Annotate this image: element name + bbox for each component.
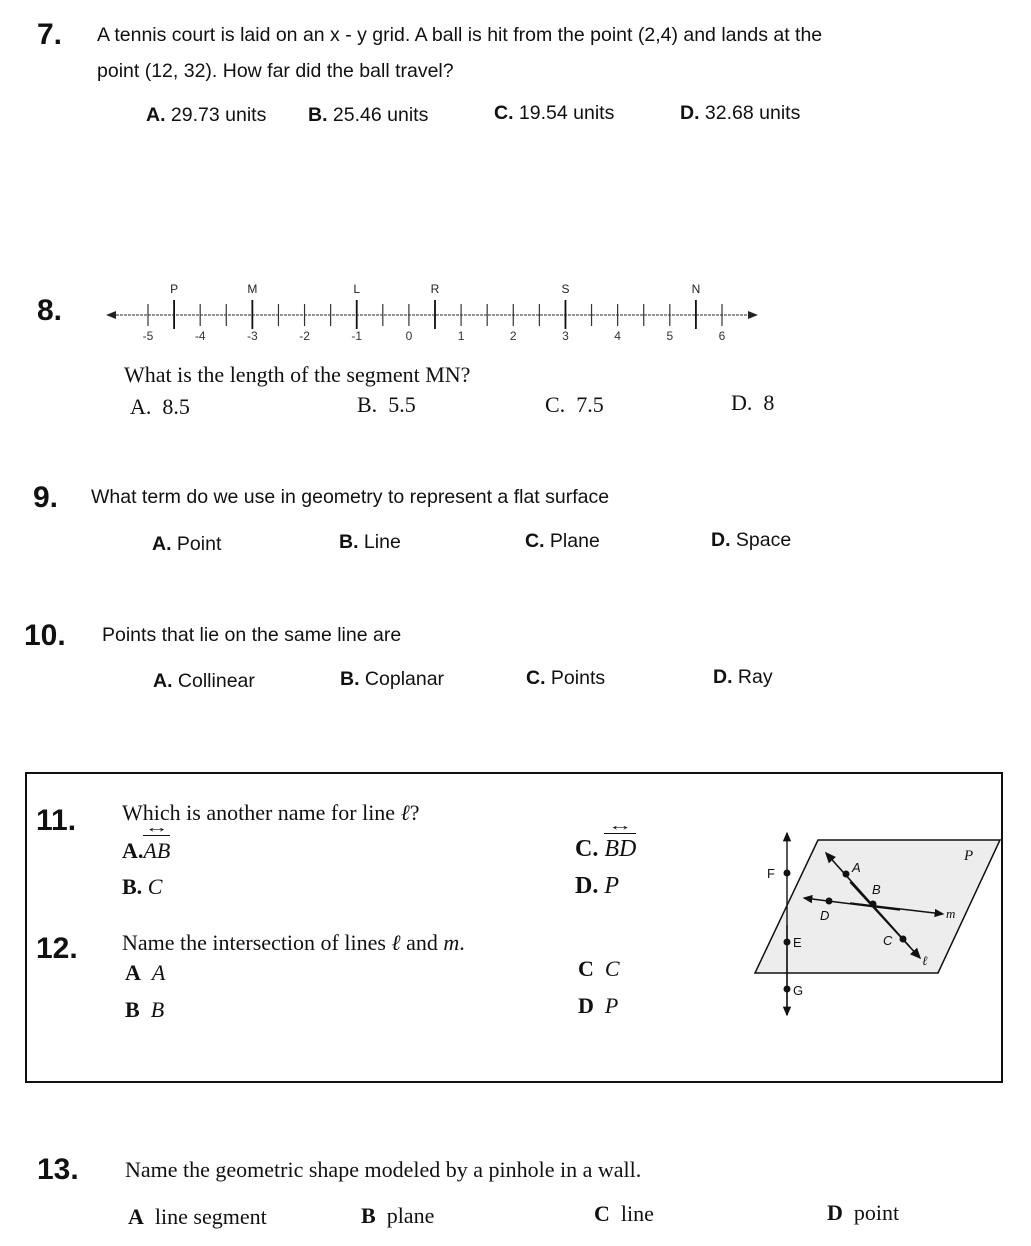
question-13-text: Name the geometric shape modeled by a pinhole in a wall. (125, 1157, 642, 1182)
option-value: 8 (763, 390, 775, 415)
question-11-option-d[interactable] (575, 873, 619, 900)
option-letter: B (125, 997, 140, 1022)
label-line-l: ℓ (922, 953, 928, 968)
question-10-option-a[interactable] (153, 670, 255, 693)
question-7-option-b[interactable] (308, 104, 428, 127)
tick-label: -1 (351, 329, 363, 343)
option-letter: B. (340, 668, 360, 690)
option-value: A (151, 960, 166, 985)
question-12-option-a[interactable] (125, 960, 165, 986)
tick-label: 2 (509, 329, 517, 343)
option-letter: A. (152, 533, 172, 555)
left-arrow-icon (106, 311, 116, 319)
option-value: 32.68 units (704, 102, 801, 124)
label-a: A (852, 860, 861, 875)
option-value: line (620, 1201, 654, 1226)
option-letter: C (594, 1201, 610, 1226)
question-12-option-c[interactable] (578, 956, 620, 982)
option-letter: A. (146, 104, 166, 126)
option-value: line segment (154, 1204, 267, 1229)
label-b: B (872, 882, 881, 897)
option-letter: C. (494, 102, 514, 124)
option-letter: D (827, 1200, 843, 1225)
question-10-option-b[interactable] (340, 668, 444, 691)
tick-label: -2 (299, 329, 310, 343)
option-value: 8.5 (162, 394, 190, 419)
question-13-option-b[interactable] (361, 1203, 434, 1229)
point-label-n: N (691, 282, 701, 296)
option-letter: B. (339, 531, 359, 553)
question-11-option-a[interactable] (122, 838, 170, 864)
line-ab-notation: AB ↔ (143, 838, 170, 864)
tick-label: 6 (718, 329, 726, 343)
question-7-text-line1: A tennis court is laid on an x - y grid. A ball is hit from the point (2,4) and lands at the (97, 24, 823, 46)
option-value: Collinear (177, 670, 255, 692)
option-value: Line (363, 531, 401, 553)
option-value: B (150, 997, 165, 1022)
question-9-option-b[interactable] (339, 531, 401, 554)
question-7-number: 7. (37, 18, 63, 51)
point-a (843, 871, 850, 878)
tick-label: 1 (457, 329, 465, 343)
question-8-option-c[interactable] (545, 392, 604, 418)
option-value: Coplanar (364, 668, 445, 690)
option-value: P (604, 993, 619, 1018)
option-letter: D. (731, 390, 753, 415)
option-letter: A (125, 960, 141, 985)
question-12-number: 12. (36, 932, 78, 965)
question-10-option-c[interactable] (526, 667, 605, 690)
number-line (100, 272, 770, 352)
point-c (900, 936, 907, 943)
point-d (826, 898, 833, 905)
question-13-option-a[interactable] (128, 1204, 267, 1230)
point-g (784, 986, 791, 993)
option-value: 19.54 units (518, 102, 615, 124)
point-label-m: M (247, 282, 258, 296)
tick-label: -3 (247, 329, 258, 343)
option-letter: A. (130, 394, 152, 419)
text-prefix: Which is another name for line (122, 800, 401, 825)
line-variable-l: ℓ (391, 930, 401, 955)
option-value: Ray (737, 666, 773, 688)
option-letter: D. (680, 102, 700, 124)
tick-label: -5 (142, 329, 154, 343)
option-value: C (147, 874, 163, 899)
point-label-s: S (561, 282, 570, 296)
option-letter: C (578, 956, 594, 981)
tick-label: -4 (194, 329, 206, 343)
label-f: F (767, 866, 775, 881)
text-mid: and (400, 930, 444, 955)
option-letter: B (361, 1203, 376, 1228)
question-11-option-b[interactable] (122, 874, 162, 900)
question-9-number: 9. (33, 481, 59, 514)
option-letter: D. (713, 666, 733, 688)
question-9-option-a[interactable] (152, 533, 221, 556)
option-value: plane (386, 1203, 435, 1228)
option-letter: D (578, 993, 594, 1018)
tick-label: 4 (614, 329, 621, 343)
option-value: 7.5 (576, 392, 604, 417)
right-arrow-icon (748, 311, 758, 319)
option-letter: A. (122, 838, 144, 863)
question-8-option-d[interactable] (731, 390, 774, 416)
option-letter: A (128, 1204, 144, 1229)
option-value: Point (176, 533, 222, 555)
point-label-p: P (170, 282, 179, 296)
question-13-option-d[interactable] (827, 1200, 899, 1226)
question-10-number: 10. (24, 619, 66, 652)
option-letter: D. (711, 529, 731, 551)
question-11-option-c[interactable] (575, 836, 636, 863)
question-12-option-b[interactable] (125, 997, 164, 1023)
text-suffix: . (459, 930, 465, 955)
option-letter: A. (153, 670, 173, 692)
line-variable-m: m (443, 930, 460, 955)
text-suffix: ? (409, 800, 420, 825)
option-value: 5.5 (388, 392, 416, 417)
plane-figure (750, 825, 1010, 1020)
point-f (784, 870, 791, 877)
question-7-option-c[interactable] (494, 102, 614, 125)
option-letter: C. (545, 392, 566, 417)
option-value: Space (735, 529, 792, 551)
option-letter: C. (526, 667, 546, 689)
label-c: C (883, 933, 893, 948)
question-7-option-d[interactable] (680, 102, 800, 125)
label-line-m: m (946, 906, 956, 921)
question-8-option-b[interactable] (357, 392, 416, 418)
question-7-option-a[interactable] (146, 104, 266, 127)
tick-label: 0 (405, 329, 413, 343)
option-letter: B. (122, 874, 143, 899)
tick-label: 3 (562, 329, 569, 343)
option-value: Plane (549, 530, 600, 552)
option-letter: B. (308, 104, 328, 126)
option-letter: C. (525, 530, 545, 552)
line-variable: ℓ (400, 800, 410, 825)
option-letter: B. (357, 392, 378, 417)
tick-label: 5 (666, 329, 674, 343)
question-11-number: 11. (36, 804, 77, 837)
point-b (870, 901, 877, 908)
point-label-l: L (353, 282, 361, 296)
label-plane-p: P (964, 848, 974, 864)
question-8-option-a[interactable] (130, 394, 190, 420)
question-12-option-d[interactable] (578, 993, 618, 1019)
question-9-text: What term do we use in geometry to represent a flat surface (91, 486, 610, 508)
option-letter: D. (575, 873, 599, 899)
question-10-text: Points that lie on the same line are (102, 624, 402, 646)
question-12-text (122, 930, 465, 956)
option-value: C (604, 956, 620, 981)
option-value: Points (550, 667, 606, 689)
option-value: point (853, 1200, 900, 1225)
option-value: P (604, 873, 620, 899)
question-9-option-d[interactable] (711, 529, 791, 552)
question-7-text-line2: point (12, 32). How far did the ball travel? (97, 60, 454, 82)
label-g: G (793, 983, 804, 998)
option-value: 25.46 units (332, 104, 429, 126)
label-d: D (820, 908, 830, 923)
option-letter: C. (575, 836, 599, 862)
line-bd-notation: BD ↔ (604, 836, 636, 863)
text-prefix: Name the intersection of lines (122, 930, 392, 955)
label-e: E (793, 935, 802, 950)
question-8-text: What is the length of the segment MN? (124, 362, 471, 387)
option-value: 29.73 units (170, 104, 267, 126)
question-10-option-d[interactable] (713, 666, 773, 689)
point-e (784, 939, 791, 946)
question-8-number: 8. (37, 294, 63, 327)
point-label-r: R (430, 282, 440, 296)
question-9-option-c[interactable] (525, 530, 600, 553)
question-13-number: 13. (37, 1153, 79, 1186)
question-13-option-c[interactable] (594, 1201, 654, 1227)
